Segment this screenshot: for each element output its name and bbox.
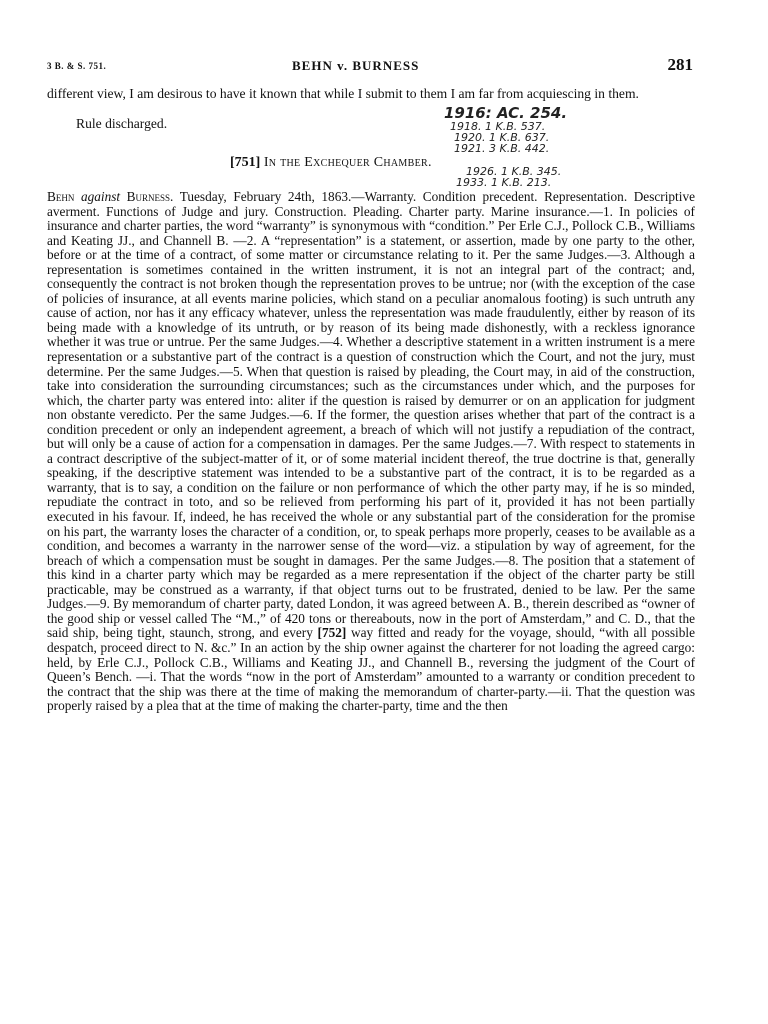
court-name: In the Exchequer Chamber. [263, 155, 432, 170]
headnote-text-b: way fitted and ready for the voyage, should, “with all possible despatch, proceed direct to N. &c.” In an action by the ship owner against the charterer for not loading the agreed cargo: held, by Erle C.J., Pollock C.B., Williams and Keating JJ., and Channell B., reversing the judgment of the Court of Queen’s Bench. —i. That the words “now in the port of Amsterdam” amounted to a warranty or condition precedent to the contract that the ship was there at the time of making the memorandum of charter-party.—ii. That the question was properly raised by a plea that at the time of making the charter-party, time and the then [47, 625, 695, 714]
handwritten-note: 1916: AC. 254. [444, 104, 568, 122]
running-header [47, 55, 693, 79]
inline-page-marker: [752] [317, 625, 347, 641]
against-word: against [80, 189, 121, 204]
intro-paragraph: different view, I am desirous to have it known that while I submit to them I am far from acquiescing in them. [47, 86, 639, 101]
case-running-title: BEHN v. BURNESS [292, 58, 420, 73]
page-number: 281 [667, 55, 693, 74]
court-heading [230, 155, 432, 171]
case-headnote [47, 190, 695, 714]
handwritten-annotations [440, 104, 710, 196]
rule-discharged: Rule discharged. [76, 116, 168, 131]
handwritten-note: 1921. 3 K.B. 442. [454, 142, 550, 155]
handwritten-note: 1920. 1 K.B. 637. [454, 131, 550, 144]
defendant-name: Burness. [126, 189, 174, 204]
handwritten-note: 1926. 1 K.B. 345. [466, 165, 562, 178]
headnote-text-a: Tuesday, February 24th, 1863.—Warranty. Condition precedent. Representation. Descriptive averment. Functions of Judge and jury. Construction. Pleading. Charter party. Marine insurance.—1. In policies of insurance and charter parties, the word “warranty” is synonymous with “condition.” Per Erle C.J., Pollock C.B., Williams and Keating JJ., and Channell B. —2. A “representation” is a statement, or assertion, made by one party to the other, before or at the time of a contract, of some matter or circumstance relating to it. Per the same Judges.—3. Although a representation is sometimes contained in the written instrument, it is not an integral part of the contract; and, consequently the contract is not broken though the representation proves to be untrue; nor (with the exception of the case of policies of insurance, at all events marine policies, which stand on a peculiar anomalous footing) is such untruth any cause of action, nor has it any efficacy whatever, unless the representation was made fraudulently, either by reason of its being made with a knowledge of its untruth, or by reason of its being made dishonestly, with a reckless ignorance whether it was true or untrue. Per the same Judges.—4. Whether a descriptive statement in a written instrument is a mere representation or a substantive part of the contract is a question of construction which the Court, and not the jury, must determine. Per the same Judges.—5. When that question is raised by pleading, the Court may, in aid of the construction, take into consideration the surrounding circumstances; such as the circumstances under which, and the purposes for which, the charter party was entered into: aliter if the question is raised by demurrer or on an application for judgment non obstante veredicto. Per the same Judges.—6. If the former, the question arises whether that part of the contract is a condition precedent or only an independent agreement, a breach of which will not justify a repudiation of the contract, but will only be a cause of action for a compensation in damages. Per the same Judges.—7. With respect to statements in a contract descriptive of the subject-matter of it, or of some material incident thereof, the true doctrine is that, generally speaking, if the descriptive statement was intended to be a substantive part of the contract, it is to be regarded as a warranty, that is to say, a condition on the failure or non performance of which the other party may, if he is so minded, repudiate the contract in toto, and so be relieved from performing his part of it, provided it has not been partially executed in his favour. If, indeed, he has received the whole or any substantial part of the consideration for the promise on his part, the warranty loses the character of a condition, or, to speak perhaps more properly, ceases to be available as a condition, and becomes a warranty in the narrower sense of the word—viz. a stipulation by way of agreement, for the breach of which a compensation must be sought in damages. Per the same Judges.—8. The position that a statement of this kind in a charter party which may be regarded as a mere representation if the object of the charter party be still practicable, may be construed as a warranty, if that object turns out to be frustrated, denied to be law. Per the same Judges.—9. By memorandum of charter party, dated London, it was agreed between A. B., therein described as “owner of the good ship or vessel called The “M.,” of 420 tons or thereabouts, now in the port of Amsterdam,” and C. D., that the said ship, being tight, staunch, strong, and every [47, 189, 695, 641]
original-page-marker: [751] [230, 155, 261, 170]
handwritten-note: 1918. 1 K.B. 537. [450, 120, 546, 133]
handwritten-note: 1933. 1 K.B. 213. [456, 176, 552, 189]
plaintiff-name: Behn [47, 189, 75, 204]
report-citation: 3 B. & S. 751. [47, 61, 107, 71]
